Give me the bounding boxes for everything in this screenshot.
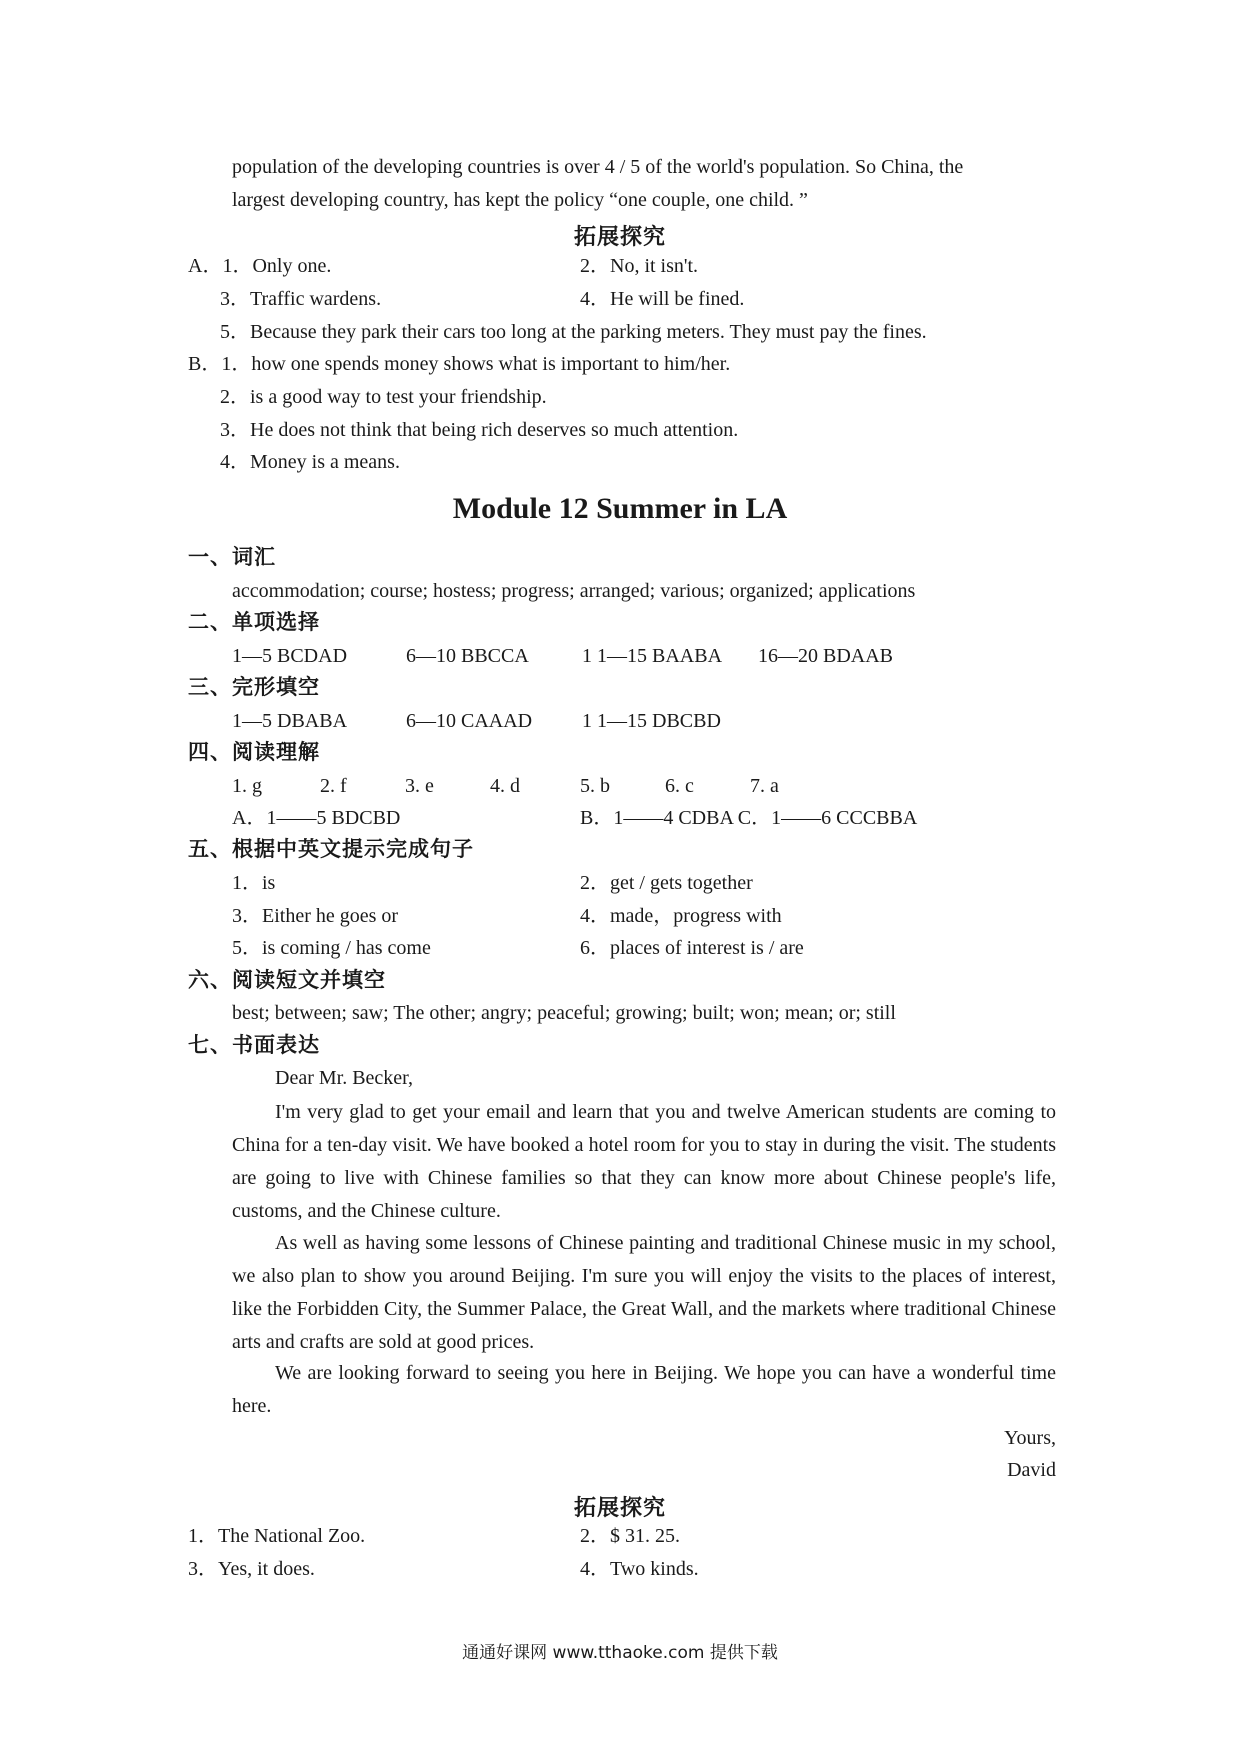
page-footer: 通通好课网 www.tthaoke.com 提供下载 xyxy=(462,1643,778,1663)
answer-b4: 4．Money is a means. xyxy=(220,451,400,473)
extension-answer-2: 2．$ 31. 25. xyxy=(580,1525,680,1547)
sentence-answer-4: 4．made，progress with xyxy=(580,905,782,927)
sentences-heading: 五、根据中英文提示完成句子 xyxy=(188,837,474,861)
letter-signature: David xyxy=(1007,1459,1056,1481)
letter-paragraph-2: As well as having some lessons of Chinese painting and traditional Chinese music in my school, we also plan to show you around Beijing. I'm sure you will enjoy the visits to the places of interest, like the Forbidden City, the Summer Palace, the Great Wall, and the markets where traditional Chinese arts and crafts are sold at good prices. xyxy=(232,1232,1056,1353)
passage-heading: 六、阅读短文并填空 xyxy=(188,968,386,992)
sentence-answer-6: 6．places of interest is / are xyxy=(580,937,804,959)
vocab-answers: accommodation; course; hostess; progress; arranged; various; organized; applications xyxy=(232,580,916,602)
reading-item: 2. f xyxy=(320,775,347,797)
choice-group-4: 16—20 BDAAB xyxy=(758,645,894,667)
answer-a2: 2．No, it isn't. xyxy=(580,255,699,277)
vocab-heading: 一、词汇 xyxy=(188,545,276,569)
sentence-answer-5: 5．is coming / has come xyxy=(232,937,431,959)
reading-item: 7. a xyxy=(750,775,779,797)
letter-paragraph-1: I'm very glad to get your email and learn that you and twelve American students are coming to China for a ten-day visit. We have booked a hotel room for you to stay in during the visit. The students are going to live with Chinese families so that they can know more about Chinese people's life, customs, and the Chinese culture. xyxy=(232,1101,1056,1222)
choice-group-3: 1 1—15 BAABA xyxy=(582,645,723,667)
writing-heading: 七、书面表达 xyxy=(188,1033,320,1057)
reading-item: 3. e xyxy=(405,775,434,797)
choice-group-2: 6—10 BBCCA xyxy=(406,645,529,667)
answer-b3: 3．He does not think that being rich deserves so much attention. xyxy=(220,419,739,441)
intro-line-1: population of the developing countries is over 4 / 5 of the world's population. So China, the xyxy=(232,156,964,178)
extension-answer-3: 3．Yes, it does. xyxy=(188,1558,315,1580)
extension-answer-4: 4．Two kinds. xyxy=(580,1558,699,1580)
module-title: Module 12 Summer in LA xyxy=(452,492,788,525)
section-heading-extension-2: 拓展探究 xyxy=(573,1496,666,1521)
answer-a4: 4．He will be fined. xyxy=(580,288,745,310)
sentence-answer-3: 3．Either he goes or xyxy=(232,905,399,927)
choice-heading: 二、单项选择 xyxy=(188,610,320,634)
choice-group-1: 1—5 BCDAD xyxy=(232,645,348,667)
sentence-answer-1: 1．is xyxy=(232,872,276,894)
reading-heading: 四、阅读理解 xyxy=(188,740,320,764)
reading-item: 6. c xyxy=(665,775,694,797)
letter-paragraph-3: We are looking forward to seeing you here in Beijing. We hope you can have a wonderful time here. xyxy=(232,1362,1056,1417)
cloze-group-1: 1—5 DBABA xyxy=(232,710,348,732)
extension-answer-1: 1．The National Zoo. xyxy=(188,1525,366,1547)
passage-answers: best; between; saw; The other; angry; peaceful; growing; built; won; mean; or; still xyxy=(232,1002,896,1024)
letter-greeting: Dear Mr. Becker, xyxy=(275,1067,414,1089)
intro-line-2: largest developing country, has kept the policy “one couple, one child. ” xyxy=(232,189,808,211)
reading-part-a: A．1——5 BDCBD xyxy=(232,807,401,829)
sentence-answer-2: 2．get / gets together xyxy=(580,872,753,894)
cloze-heading: 三、完形填空 xyxy=(188,675,320,699)
letter-closing: Yours, xyxy=(1004,1427,1056,1449)
answer-b2: 2．is a good way to test your friendship. xyxy=(220,386,547,408)
cloze-group-3: 1 1—15 DBCBD xyxy=(582,710,721,732)
reading-part-bc: B．1——4 CDBA C．1——6 CCCBBA xyxy=(580,807,918,829)
cloze-group-2: 6—10 CAAAD xyxy=(406,710,533,732)
section-heading-extension: 拓展探究 xyxy=(573,225,666,250)
answer-a1: A．1．Only one. xyxy=(188,255,332,277)
reading-item: 5. b xyxy=(580,775,610,797)
answer-a3: 3．Traffic wardens. xyxy=(220,288,382,310)
reading-item: 4. d xyxy=(490,775,520,797)
reading-item: 1. g xyxy=(232,775,262,797)
answer-a5: 5．Because they park their cars too long at the parking meters. They must pay the fines. xyxy=(220,321,927,343)
answer-b1: B．1．how one spends money shows what is important to him/her. xyxy=(188,353,731,375)
